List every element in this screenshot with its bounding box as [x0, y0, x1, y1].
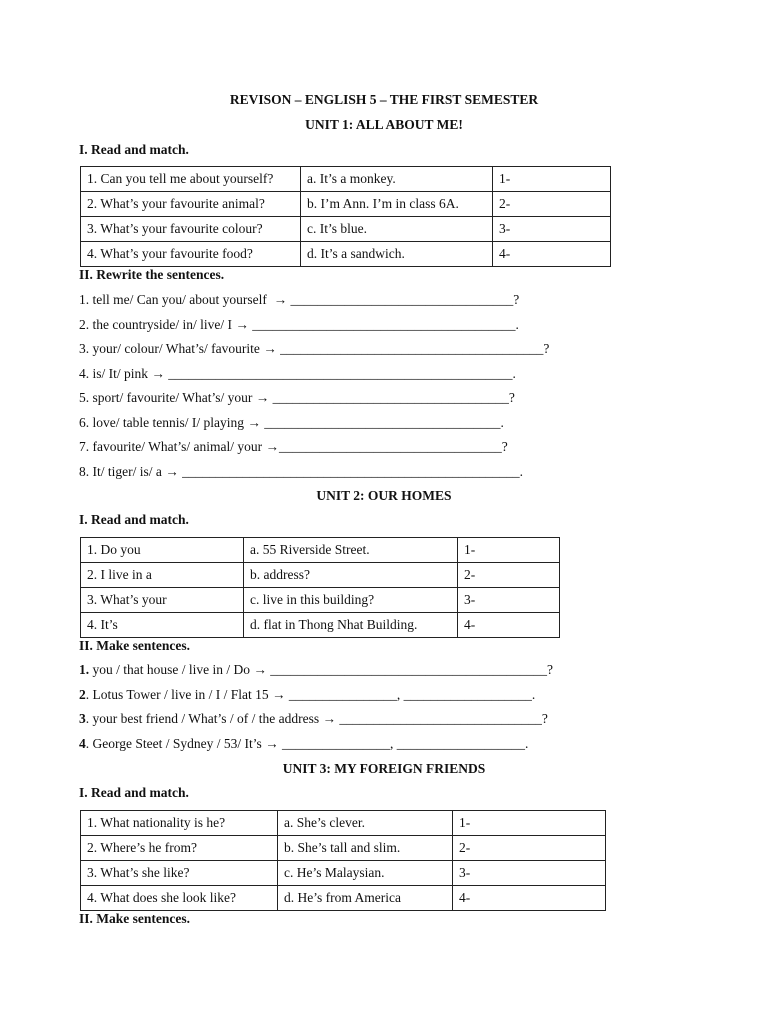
answer-cell: d. flat in Thong Nhat Building.: [244, 613, 458, 638]
rewrite-sentence[interactable]: 5. sport/ favourite/ What’s/ your → ___________________________________?: [79, 390, 515, 405]
unit3-read-match-heading: I. Read and match.: [79, 785, 189, 800]
match-cell[interactable]: 3-: [453, 861, 606, 886]
table-row: [81, 861, 606, 886]
answer-cell: c. He’s Malaysian.: [278, 861, 453, 886]
rewrite-sentence[interactable]: 6. love/ table tennis/ I/ playing → ___________________________________.: [79, 415, 504, 430]
unit1-rewrite-heading: II. Rewrite the sentences.: [79, 267, 225, 282]
answer-cell: d. He’s from America: [278, 886, 453, 911]
question-cell: 3. What’s your favourite colour?: [81, 217, 301, 242]
rewrite-sentence[interactable]: 7. favourite/ What’s/ animal/ your →_________________________________?: [79, 439, 508, 454]
unit1-read-match-heading: I. Read and match.: [79, 142, 189, 157]
rewrite-sentence[interactable]: 1. tell me/ Can you/ about yourself → _________________________________?: [79, 292, 520, 307]
answer-cell: b. She’s tall and slim.: [278, 836, 453, 861]
unit2-make-sentences-heading: II. Make sentences.: [79, 638, 190, 653]
match-cell[interactable]: 4-: [458, 613, 560, 638]
answer-cell: c. It’s blue.: [301, 217, 493, 242]
unit2-match-table: [80, 537, 560, 638]
sentence-number: 1.: [79, 662, 90, 677]
table-row: [81, 192, 611, 217]
unit3-match-table: [80, 810, 606, 911]
make-sentence[interactable]: [79, 662, 553, 678]
match-cell[interactable]: 3-: [458, 588, 560, 613]
match-cell[interactable]: 2-: [453, 836, 606, 861]
question-cell: 4. What’s your favourite food?: [81, 242, 301, 267]
question-cell: 4. What does she look like?: [81, 886, 278, 911]
rewrite-sentence[interactable]: 8. It/ tiger/ is/ a → __________________________________________________.: [79, 464, 523, 479]
question-cell: 3. What’s your: [81, 588, 244, 613]
sentence-number: 2: [79, 687, 86, 702]
sentence-number: 3: [79, 711, 86, 726]
match-cell[interactable]: 3-: [493, 217, 611, 242]
table-row: [81, 811, 606, 836]
table-row: [81, 886, 606, 911]
match-cell[interactable]: 4-: [453, 886, 606, 911]
rewrite-sentence[interactable]: 4. is/ It/ pink → ___________________________________________________.: [79, 366, 516, 381]
unit3-make-sentences-heading: II. Make sentences.: [79, 911, 190, 926]
question-cell: 1. Do you: [81, 538, 244, 563]
unit1-title: UNIT 1: ALL ABOUT ME!: [305, 117, 463, 132]
question-cell: 3. What’s she like?: [81, 861, 278, 886]
question-cell: 2. I live in a: [81, 563, 244, 588]
question-cell: 2. What’s your favourite animal?: [81, 192, 301, 217]
unit2-title: UNIT 2: OUR HOMES: [316, 488, 452, 503]
answer-cell: a. It’s a monkey.: [301, 167, 493, 192]
unit3-title: UNIT 3: MY FOREIGN FRIENDS: [282, 761, 486, 776]
make-sentence[interactable]: [79, 687, 535, 703]
table-row: [81, 217, 611, 242]
match-cell[interactable]: 1-: [453, 811, 606, 836]
answer-cell: a. 55 Riverside Street.: [244, 538, 458, 563]
question-cell: 1. Can you tell me about yourself?: [81, 167, 301, 192]
table-row: [81, 167, 611, 192]
answer-cell: b. I’m Ann. I’m in class 6A.: [301, 192, 493, 217]
table-row: [81, 242, 611, 267]
match-cell[interactable]: 1-: [458, 538, 560, 563]
sentence-text: . your best friend / What’s / of / the address → ______________________________?: [85, 711, 548, 726]
rewrite-sentence[interactable]: 2. the countryside/ in/ live/ I → _______________________________________.: [79, 317, 519, 332]
answer-cell: a. She’s clever.: [278, 811, 453, 836]
sentence-text: . George Steet / Sydney / 53/ It’s → ________________, ___________________.: [85, 736, 529, 751]
answer-cell: c. live in this building?: [244, 588, 458, 613]
table-row: [81, 613, 560, 638]
question-cell: 2. Where’s he from?: [81, 836, 278, 861]
table-row: [81, 538, 560, 563]
sentence-text: . Lotus Tower / live in / I / Flat 15 → ________________, ___________________.: [85, 687, 536, 702]
sentence-text: you / that house / live in / Do → _________________________________________?: [89, 662, 553, 677]
match-cell[interactable]: 2-: [458, 563, 560, 588]
make-sentence[interactable]: [79, 736, 528, 752]
question-cell: 1. What nationality is he?: [81, 811, 278, 836]
match-cell[interactable]: 4-: [493, 242, 611, 267]
rewrite-sentence[interactable]: 3. your/ colour/ What’s/ favourite → _______________________________________?: [79, 341, 550, 356]
table-row: [81, 588, 560, 613]
sentence-number: 4: [79, 736, 86, 751]
table-row: [81, 563, 560, 588]
answer-cell: d. It’s a sandwich.: [301, 242, 493, 267]
unit1-match-table: [80, 166, 611, 267]
match-cell[interactable]: 2-: [493, 192, 611, 217]
match-cell[interactable]: 1-: [493, 167, 611, 192]
worksheet-title: REVISON – ENGLISH 5 – THE FIRST SEMESTER: [229, 92, 539, 107]
question-cell: 4. It’s: [81, 613, 244, 638]
unit2-read-match-heading: I. Read and match.: [79, 512, 189, 527]
table-row: [81, 836, 606, 861]
make-sentence[interactable]: [79, 711, 548, 727]
answer-cell: b. address?: [244, 563, 458, 588]
